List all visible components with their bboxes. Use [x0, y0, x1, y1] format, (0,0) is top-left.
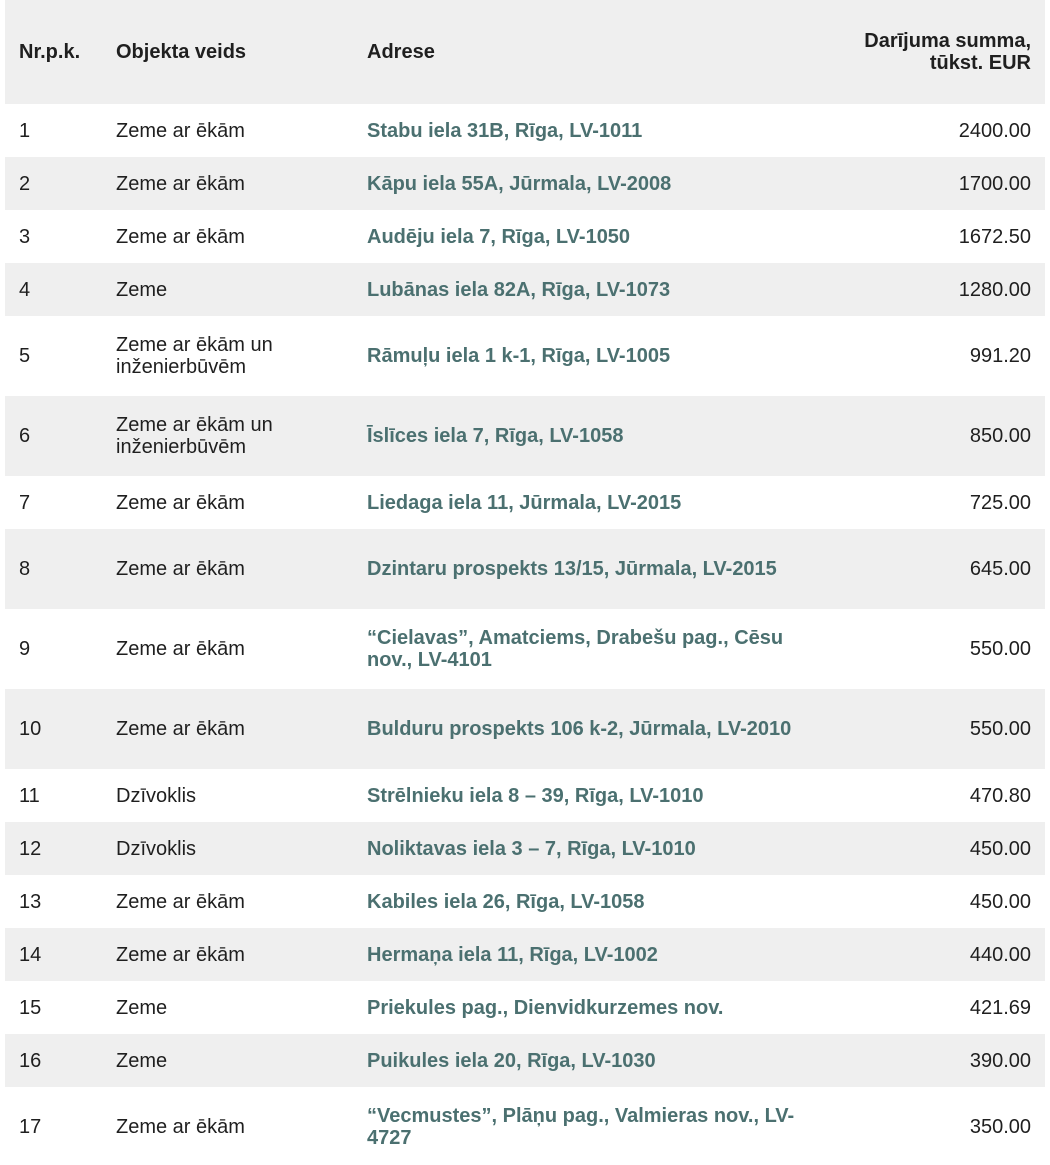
address-cell [353, 928, 813, 981]
address-link[interactable]: Puikules iela 20, Rīga, LV-1030 [367, 1049, 656, 1072]
object-type-cell: Zeme ar ēkām [102, 928, 353, 981]
table-row [5, 476, 1045, 529]
transaction-sum-cell: 550.00 [813, 609, 1045, 689]
table-row [5, 1034, 1045, 1087]
address-cell [353, 104, 813, 157]
transactions-table-wrapper [5, 0, 1045, 1165]
row-number: 3 [5, 210, 102, 263]
row-number: 4 [5, 263, 102, 316]
row-number: 7 [5, 476, 102, 529]
transaction-sum-cell: 550.00 [813, 689, 1045, 769]
table-row [5, 769, 1045, 822]
row-number: 12 [5, 822, 102, 875]
header-address: Adrese [353, 0, 813, 104]
address-cell [353, 981, 813, 1034]
address-link[interactable]: Priekules pag., Dienvidkurzemes nov. [367, 996, 724, 1019]
object-type-cell: Zeme ar ēkām [102, 210, 353, 263]
table-row [5, 316, 1045, 396]
address-link[interactable]: Kabiles iela 26, Rīga, LV-1058 [367, 890, 645, 913]
table-row [5, 689, 1045, 769]
transaction-sum-cell: 1280.00 [813, 263, 1045, 316]
address-cell [353, 316, 813, 396]
transaction-sum-cell: 1700.00 [813, 157, 1045, 210]
address-link[interactable]: “Vecmustes”, Plāņu pag., Valmieras nov., LV-4727 [367, 1104, 795, 1149]
transaction-sum-cell: 991.20 [813, 316, 1045, 396]
address-link[interactable]: Lubānas iela 82A, Rīga, LV-1073 [367, 278, 671, 301]
row-number: 5 [5, 316, 102, 396]
table-row [5, 263, 1045, 316]
table-header [5, 0, 1045, 104]
table-row [5, 210, 1045, 263]
table-row [5, 529, 1045, 609]
table-row [5, 928, 1045, 981]
object-type-cell: Zeme ar ēkām [102, 689, 353, 769]
object-type-cell: Zeme ar ēkām [102, 875, 353, 928]
table-row [5, 104, 1045, 157]
address-cell [353, 396, 813, 476]
address-link[interactable]: Rāmuļu iela 1 k-1, Rīga, LV-1005 [367, 345, 671, 367]
address-link[interactable]: Noliktavas iela 3 – 7, Rīga, LV-1010 [367, 837, 696, 860]
object-type-cell: Zeme [102, 263, 353, 316]
address-cell [353, 263, 813, 316]
object-type-cell: Zeme ar ēkām [102, 476, 353, 529]
row-number: 6 [5, 396, 102, 476]
row-number: 16 [5, 1034, 102, 1087]
transaction-sum-cell: 2400.00 [813, 104, 1045, 157]
row-number: 9 [5, 609, 102, 689]
transaction-sum-cell: 1672.50 [813, 210, 1045, 263]
row-number: 10 [5, 689, 102, 769]
table-row [5, 396, 1045, 476]
transaction-sum-cell: 440.00 [813, 928, 1045, 981]
transaction-sum-cell: 470.80 [813, 769, 1045, 822]
header-row [5, 0, 1045, 104]
address-cell [353, 609, 813, 689]
table-row [5, 609, 1045, 689]
table-row [5, 1087, 1045, 1165]
address-link[interactable]: Kāpu iela 55A, Jūrmala, LV-2008 [367, 172, 672, 195]
object-type-cell: Zeme [102, 981, 353, 1034]
row-number: 2 [5, 157, 102, 210]
address-cell [353, 689, 813, 769]
address-link[interactable]: Liedaga iela 11, Jūrmala, LV-2015 [367, 491, 682, 514]
row-number: 8 [5, 529, 102, 609]
object-type-cell: Zeme ar ēkām [102, 529, 353, 609]
header-transaction-sum: Darījuma summa, tūkst. EUR [813, 0, 1045, 104]
address-cell [353, 476, 813, 529]
object-type-cell: Dzīvoklis [102, 822, 353, 875]
address-link[interactable]: Stabu iela 31B, Rīga, LV-1011 [367, 119, 643, 142]
transaction-sum-cell: 645.00 [813, 529, 1045, 609]
transaction-sum-cell: 850.00 [813, 396, 1045, 476]
row-number: 17 [5, 1087, 102, 1165]
address-link[interactable]: Īslīces iela 7, Rīga, LV-1058 [367, 425, 624, 447]
row-number: 14 [5, 928, 102, 981]
row-number: 1 [5, 104, 102, 157]
transaction-sum-cell: 725.00 [813, 476, 1045, 529]
transaction-sum-cell: 390.00 [813, 1034, 1045, 1087]
table-row [5, 157, 1045, 210]
object-type-cell: Zeme ar ēkām [102, 104, 353, 157]
row-number: 11 [5, 769, 102, 822]
address-cell [353, 210, 813, 263]
table-row [5, 822, 1045, 875]
transaction-sum-cell: 450.00 [813, 822, 1045, 875]
address-cell [353, 769, 813, 822]
object-type-cell: Zeme ar ēkām [102, 609, 353, 689]
transaction-sum-cell: 421.69 [813, 981, 1045, 1034]
address-link[interactable]: Hermaņa iela 11, Rīga, LV-1002 [367, 943, 658, 966]
transaction-sum-cell: 350.00 [813, 1087, 1045, 1165]
header-nr: Nr.p.k. [5, 0, 102, 104]
address-link[interactable]: Dzintaru prospekts 13/15, Jūrmala, LV-2015 [367, 558, 777, 580]
object-type-cell: Zeme ar ēkām [102, 1087, 353, 1165]
transaction-sum-cell: 450.00 [813, 875, 1045, 928]
object-type-cell: Zeme ar ēkām un inženierbūvēm [102, 396, 353, 476]
object-type-cell: Zeme [102, 1034, 353, 1087]
object-type-cell: Zeme ar ēkām un inženierbūvēm [102, 316, 353, 396]
transactions-table [5, 0, 1045, 1165]
address-link[interactable]: Audēju iela 7, Rīga, LV-1050 [367, 225, 631, 248]
row-number: 13 [5, 875, 102, 928]
address-cell [353, 875, 813, 928]
address-cell [353, 1034, 813, 1087]
address-link[interactable]: Bulduru prospekts 106 k-2, Jūrmala, LV-2010 [367, 718, 792, 740]
address-link[interactable]: “Cielavas”, Amatciems, Drabešu pag., Cēsu nov., LV-4101 [367, 627, 784, 671]
address-link[interactable]: Strēlnieku iela 8 – 39, Rīga, LV-1010 [367, 784, 704, 807]
object-type-cell: Zeme ar ēkām [102, 157, 353, 210]
table-body [5, 104, 1045, 1165]
address-cell [353, 529, 813, 609]
object-type-cell: Dzīvoklis [102, 769, 353, 822]
table-row [5, 875, 1045, 928]
table-row [5, 981, 1045, 1034]
address-cell [353, 822, 813, 875]
address-cell [353, 157, 813, 210]
row-number: 15 [5, 981, 102, 1034]
address-cell [353, 1087, 813, 1165]
header-object-type: Objekta veids [102, 0, 353, 104]
